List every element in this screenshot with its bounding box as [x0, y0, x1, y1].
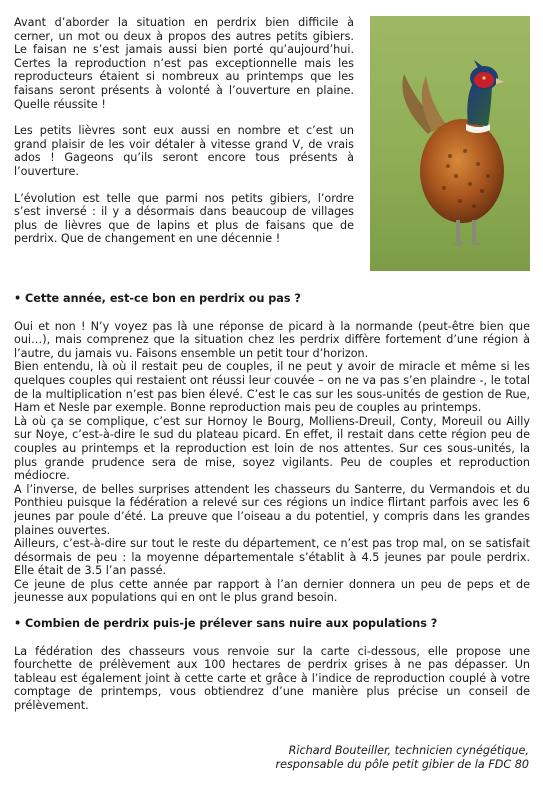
section2-paragraph: La fédération des chasseurs vous renvoie sur la carte ci-dessous, elle propose une fourchette de prélèvement aux 100 hectares de perdrix grises à ne pas dépasser. Un tableau est également joint à cette carte et grâce à l’indice de reproduction couplé à votre comptage de printemps, vous obtiendrez d’une manière plus précise un conseil de prélèvement.	[14, 644, 530, 713]
question-heading-2: • Combien de perdrix puis-je prélever sans nuire aux populations ?	[14, 617, 438, 631]
spacer	[14, 605, 530, 617]
intro-paragraph-1: Avant d’aborder la situation en perdrix bien difficile à cerner, un mot ou deux à propos des autres petits gibiers. Le faisan ne s’est jamais aussi bien porté qu’aujourd’hui. Certes la reproduction n’est pas exceptionnelle mais les reproducteurs étaient si nombreux au printemps que les faisans seront présents à volonté à l’ouverture en plaine. Quelle réussite !	[14, 16, 354, 111]
signature-line-1: Richard Bouteiller, technicien cynégétique,	[288, 744, 529, 757]
main-article	[14, 292, 530, 713]
section1-paragraph-3: Là où ça se complique, c’est sur Hornoy le Bourg, Molliens-Dreuil, Conty, Moreuil ou Ailly sur Noye, c’est-à-dire le sud du plateau picard. En effet, il restait dans cette région peu de couples au printemps et la reproduction est loin de nos attentes. Sur ces sous-unités, la plus grande prudence sera de mise, soyez vigilants. Peu de couples et reproduction médiocre.	[14, 414, 530, 483]
intro-paragraph-2: Les petits lièvres sont eux aussi en nombre et c’est un grand plaisir de les voir détaler à vitesse grand V, de vrais ados ! Gageons qu’ils seront encore tous présents à l’ouverture.	[14, 124, 354, 178]
intro-paragraph-3: L’évolution est telle que parmi nos petits gibiers, l’ordre s’est inversé : il y a désormais dans beaucoup de villages plus de lièvres que de lapins et plus de faisans que de perdrix. Que de changement en une décennie !	[14, 191, 354, 246]
signature-block	[275, 744, 529, 771]
pheasant-photo	[370, 16, 530, 271]
section1-paragraph-5: Ailleurs, c’est-à-dire sur tout le reste du département, ce n’est pas trop mal, on se satisfait désormais de peu : la moyenne départementale s’établit à 4.5 jeunes par poule perdrix. Elle était de 3.5 l’an passé.	[14, 537, 530, 578]
section1-paragraph-1: Oui et non ! N’y voyez pas là une réponse de picard à la normande (peut-être bien que oui…), mais comprenez que la situation chez les perdrix diffère fortement d’une région à l’autre, du jamais vu. Faisons ensemble un petit tour d’horizon.	[14, 319, 530, 360]
signature-line-2: responsable du pôle petit gibier de la FDC 80	[275, 757, 529, 771]
section1-paragraph-4: A l’inverse, de belles surprises attendent les chasseurs du Santerre, du Vermandois et du Ponthieu puisque la fédération a relevé sur ces régions un indice flirtant parfois avec les 6 jeunes par poule d’été. La preuve que l’oiseau a du potentiel, y compris dans les grandes plaines ouvertes.	[14, 482, 530, 537]
section1-paragraph-2: Bien entendu, là où il restait peu de couples, il ne peut y avoir de miracle et même si les quelques couples qui restaient ont réussi leur couvée – on ne va pas s’en plaindre -, le total de la multiplication n’est pas bien élevé. C’est le cas sur les sous-unités de gestion de Rue, Ham et Nesle par exemple. Bonne reproduction mais peu de couples au printemps.	[14, 360, 530, 415]
question-heading-1: • Cette année, est-ce bon en perdrix ou pas ?	[14, 292, 301, 305]
intro-column	[14, 16, 354, 259]
pheasant-illustration	[370, 16, 530, 271]
section1-paragraph-6: Ce jeune de plus cette année par rapport à l’an dernier donnera un peu de peps et de jeunesse aux populations qui en ont le plus grand besoin.	[14, 577, 530, 605]
